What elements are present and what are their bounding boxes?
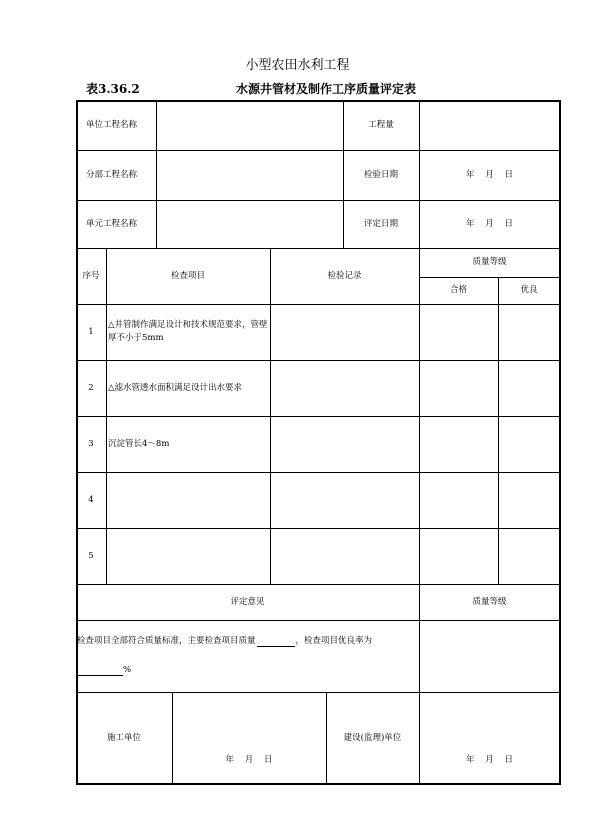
excellent-rate-blank <box>77 665 123 676</box>
unit-project-name-label: 单位工程名称 <box>86 119 138 130</box>
row-number: 3 <box>88 438 94 449</box>
division-project-name-label: 分部工程名称 <box>86 169 138 180</box>
col-divider <box>419 692 420 784</box>
inspection-record-header: 检验记录 <box>327 270 362 281</box>
check-item-text: △滤水管透水面积满足设计出水要求 <box>108 382 243 393</box>
opinion-header: 评定意见 <box>230 596 265 607</box>
form-number: 表3.36.2 <box>86 82 140 96</box>
opinion-text-line1 <box>77 634 419 648</box>
check-item-text: △井管制作满足设计和技术规范要求，管壁厚不小于5mm <box>108 320 268 343</box>
opinion-text-part2: ，检查项目优良率为 <box>295 635 373 646</box>
excellent-header: 优良 <box>520 285 538 295</box>
construction-unit-label: 施工单位 <box>106 732 141 743</box>
col-divider <box>172 692 173 784</box>
opinion-text-part1: 检查项目全部符合质量标准，主要检查项目质量 <box>77 635 256 646</box>
check-item-text <box>106 528 270 584</box>
assessment-date-label: 评定日期 <box>363 218 398 229</box>
inspection-date-label: 检验日期 <box>363 169 398 180</box>
row-number: 2 <box>88 382 94 393</box>
construction-date: 年 月 日 <box>225 754 273 765</box>
quality-grade-header: 质量等级 <box>472 257 507 267</box>
pass-header: 合格 <box>449 285 467 295</box>
opinion-text-line2 <box>77 663 419 677</box>
inspection-date-value: 年 月 日 <box>465 169 514 180</box>
check-item-text: 沉淀管长4～8m <box>108 438 170 449</box>
grade-header: 质量等级 <box>472 596 507 607</box>
element-project-name-label: 单元工程名称 <box>86 218 138 229</box>
seq-header: 序号 <box>82 270 100 281</box>
col-divider <box>498 277 499 584</box>
col-divider <box>156 100 157 248</box>
percent-sign: % <box>123 664 132 675</box>
check-item-header: 检查项目 <box>170 270 205 281</box>
quality-assessment-table <box>76 100 560 784</box>
check-item-text <box>106 472 270 528</box>
main-item-quality-blank <box>257 636 295 647</box>
supervision-unit-label: 建设(监理)单位 <box>343 732 402 743</box>
quantity-value <box>419 100 560 150</box>
quantity-label: 工程量 <box>368 119 394 130</box>
assessment-date-value: 年 月 日 <box>465 218 514 229</box>
supervision-date: 年 月 日 <box>465 754 514 765</box>
form-title: 水源井管材及制作工序质量评定表 <box>236 82 417 96</box>
row-number: 1 <box>88 326 94 337</box>
row-number: 4 <box>88 494 94 505</box>
row-number: 5 <box>88 550 94 561</box>
project-title: 小型农田水利工程 <box>245 58 350 73</box>
row-divider <box>76 620 560 621</box>
